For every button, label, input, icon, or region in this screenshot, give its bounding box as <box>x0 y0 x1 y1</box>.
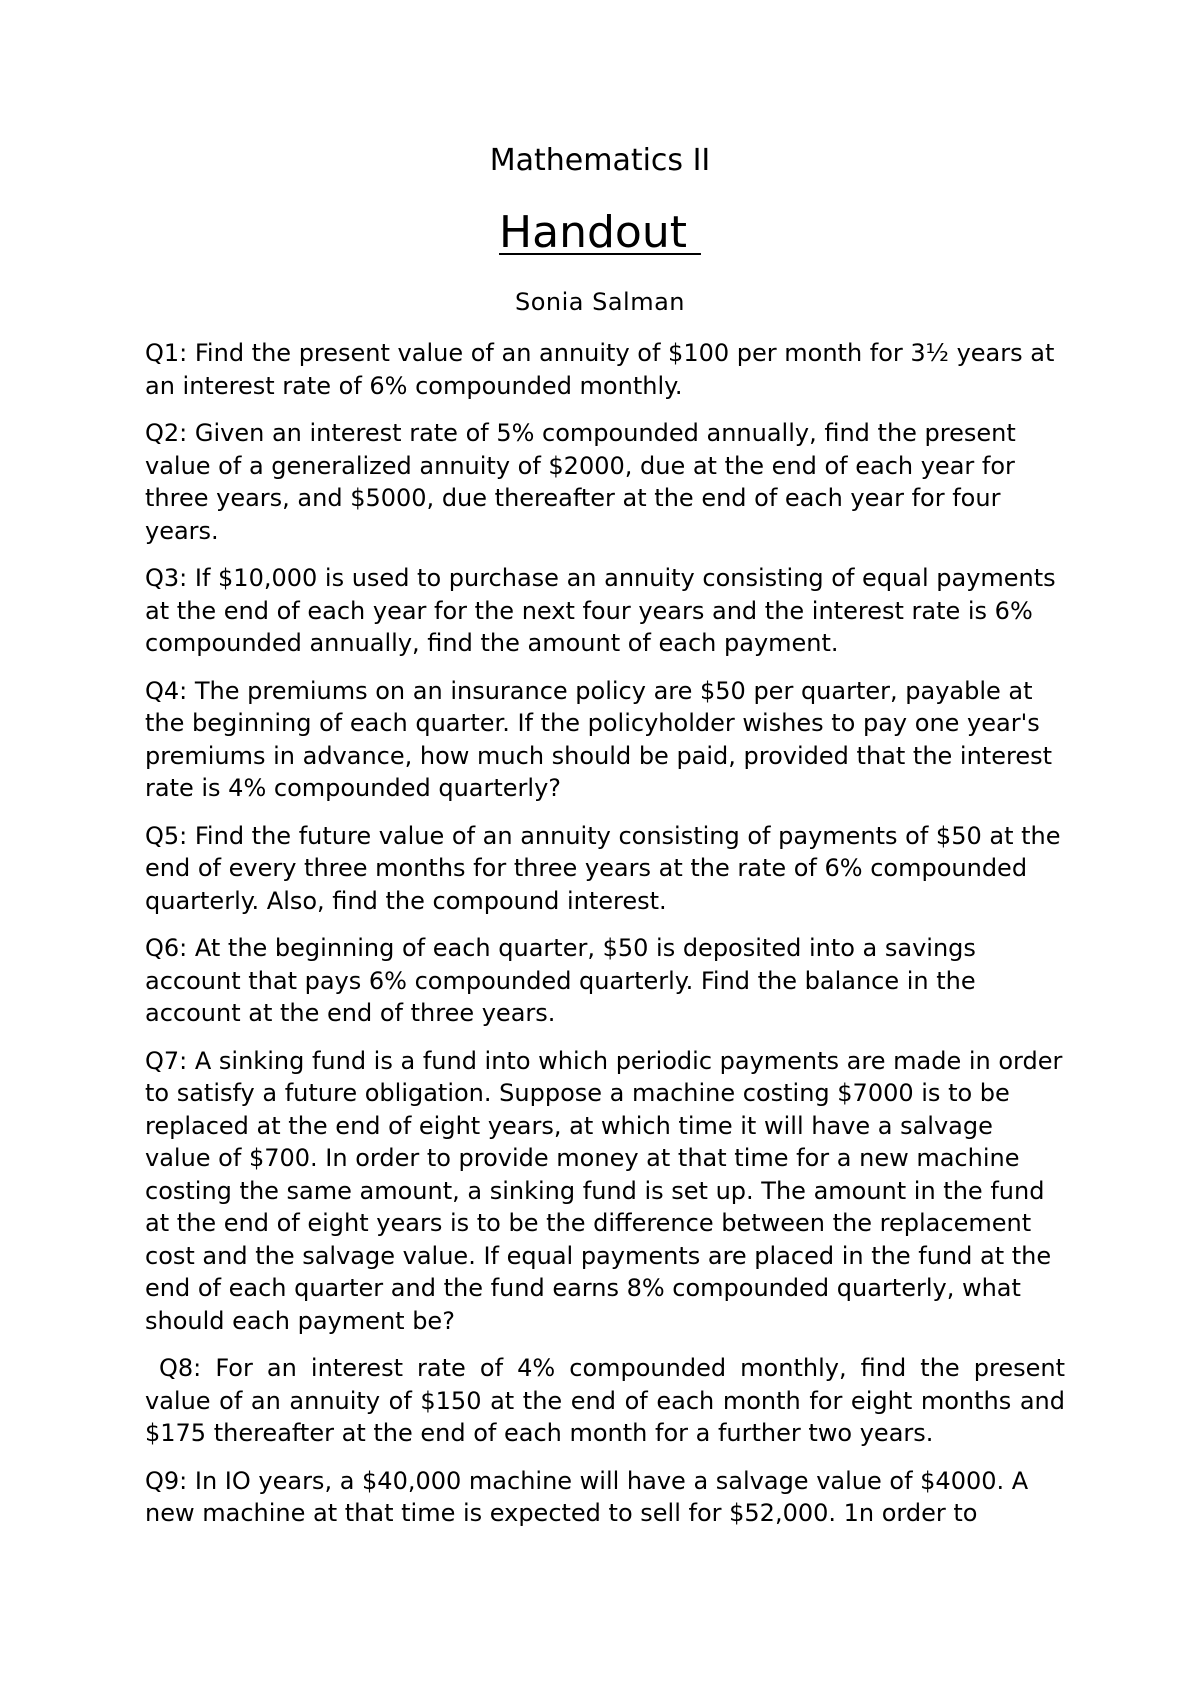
question-q6: Q6: At the beginning of each quarter, $50 is deposited into a savings account that pays 6% compounded quarterly. Find the balance in the account at the end of three years. <box>145 934 976 1027</box>
author-name: Sonia Salman <box>514 288 686 316</box>
question-q4: Q4: The premiums on an insurance policy are $50 per quarter, payable at the beginning of each quarter. If the policyholder wishes to pay one year's premiums in advance, how much should be paid, provided that the interest rate is 4% compounded quarterly? <box>145 676 1052 802</box>
question-q3: Q3: If $10,000 is used to purchase an annuity consisting of equal payments at the end of each year for the next four years and the interest rate is 6% compounded annually, find the amount of each payment. <box>145 564 1056 657</box>
handout-title <box>0 203 1200 263</box>
question-q9: Q9: In IO years, a $40,000 machine will have a salvage value of $4000. A new machine at that time is expected to sell for $52,000. 1n order to <box>145 1466 1029 1527</box>
course-title: Mathematics II <box>489 143 711 178</box>
question-q1: Q1: Find the present value of an annuity of $100 per month for 3½ years at an interest rate of 6% compounded monthly. <box>145 339 1055 400</box>
handout-title-text: Handout <box>499 207 701 258</box>
question-list <box>145 337 1065 1545</box>
question-q7: Q7: A sinking fund is a fund into which periodic payments are made in order to satisfy a future obligation. Suppose a machine costing $7000 is to be replaced at the end of eight years, at which time it will have a salvage value of $700. In order to provide money at that time for a new machine costing the same amount, a sinking fund is set up. The amount in the fund at the end of eight years is to be the difference between the replacement cost and the salvage value. If equal payments are placed in the fund at the end of each quarter and the fund earns 8% compounded quarterly, what should each payment be? <box>145 1046 1063 1335</box>
question-q5: Q5: Find the future value of an annuity consisting of payments of $50 at the end of every three months for three years at the rate of 6% compounded quarterly. Also, find the compound interest. <box>145 821 1061 915</box>
question-q2: Q2: Given an interest rate of 5% compounded annually, find the present value of a generalized annuity of $2000, due at the end of each year for three years, and $5000, due thereafter at the end of each year for four years. <box>145 419 1016 545</box>
question-q8: Q8: For an interest rate of 4% compounded monthly, find the present value of an annuity of $150 at the end of each month for eight months and $175 thereafter at the end of each month for a further two years. <box>145 1354 1065 1447</box>
